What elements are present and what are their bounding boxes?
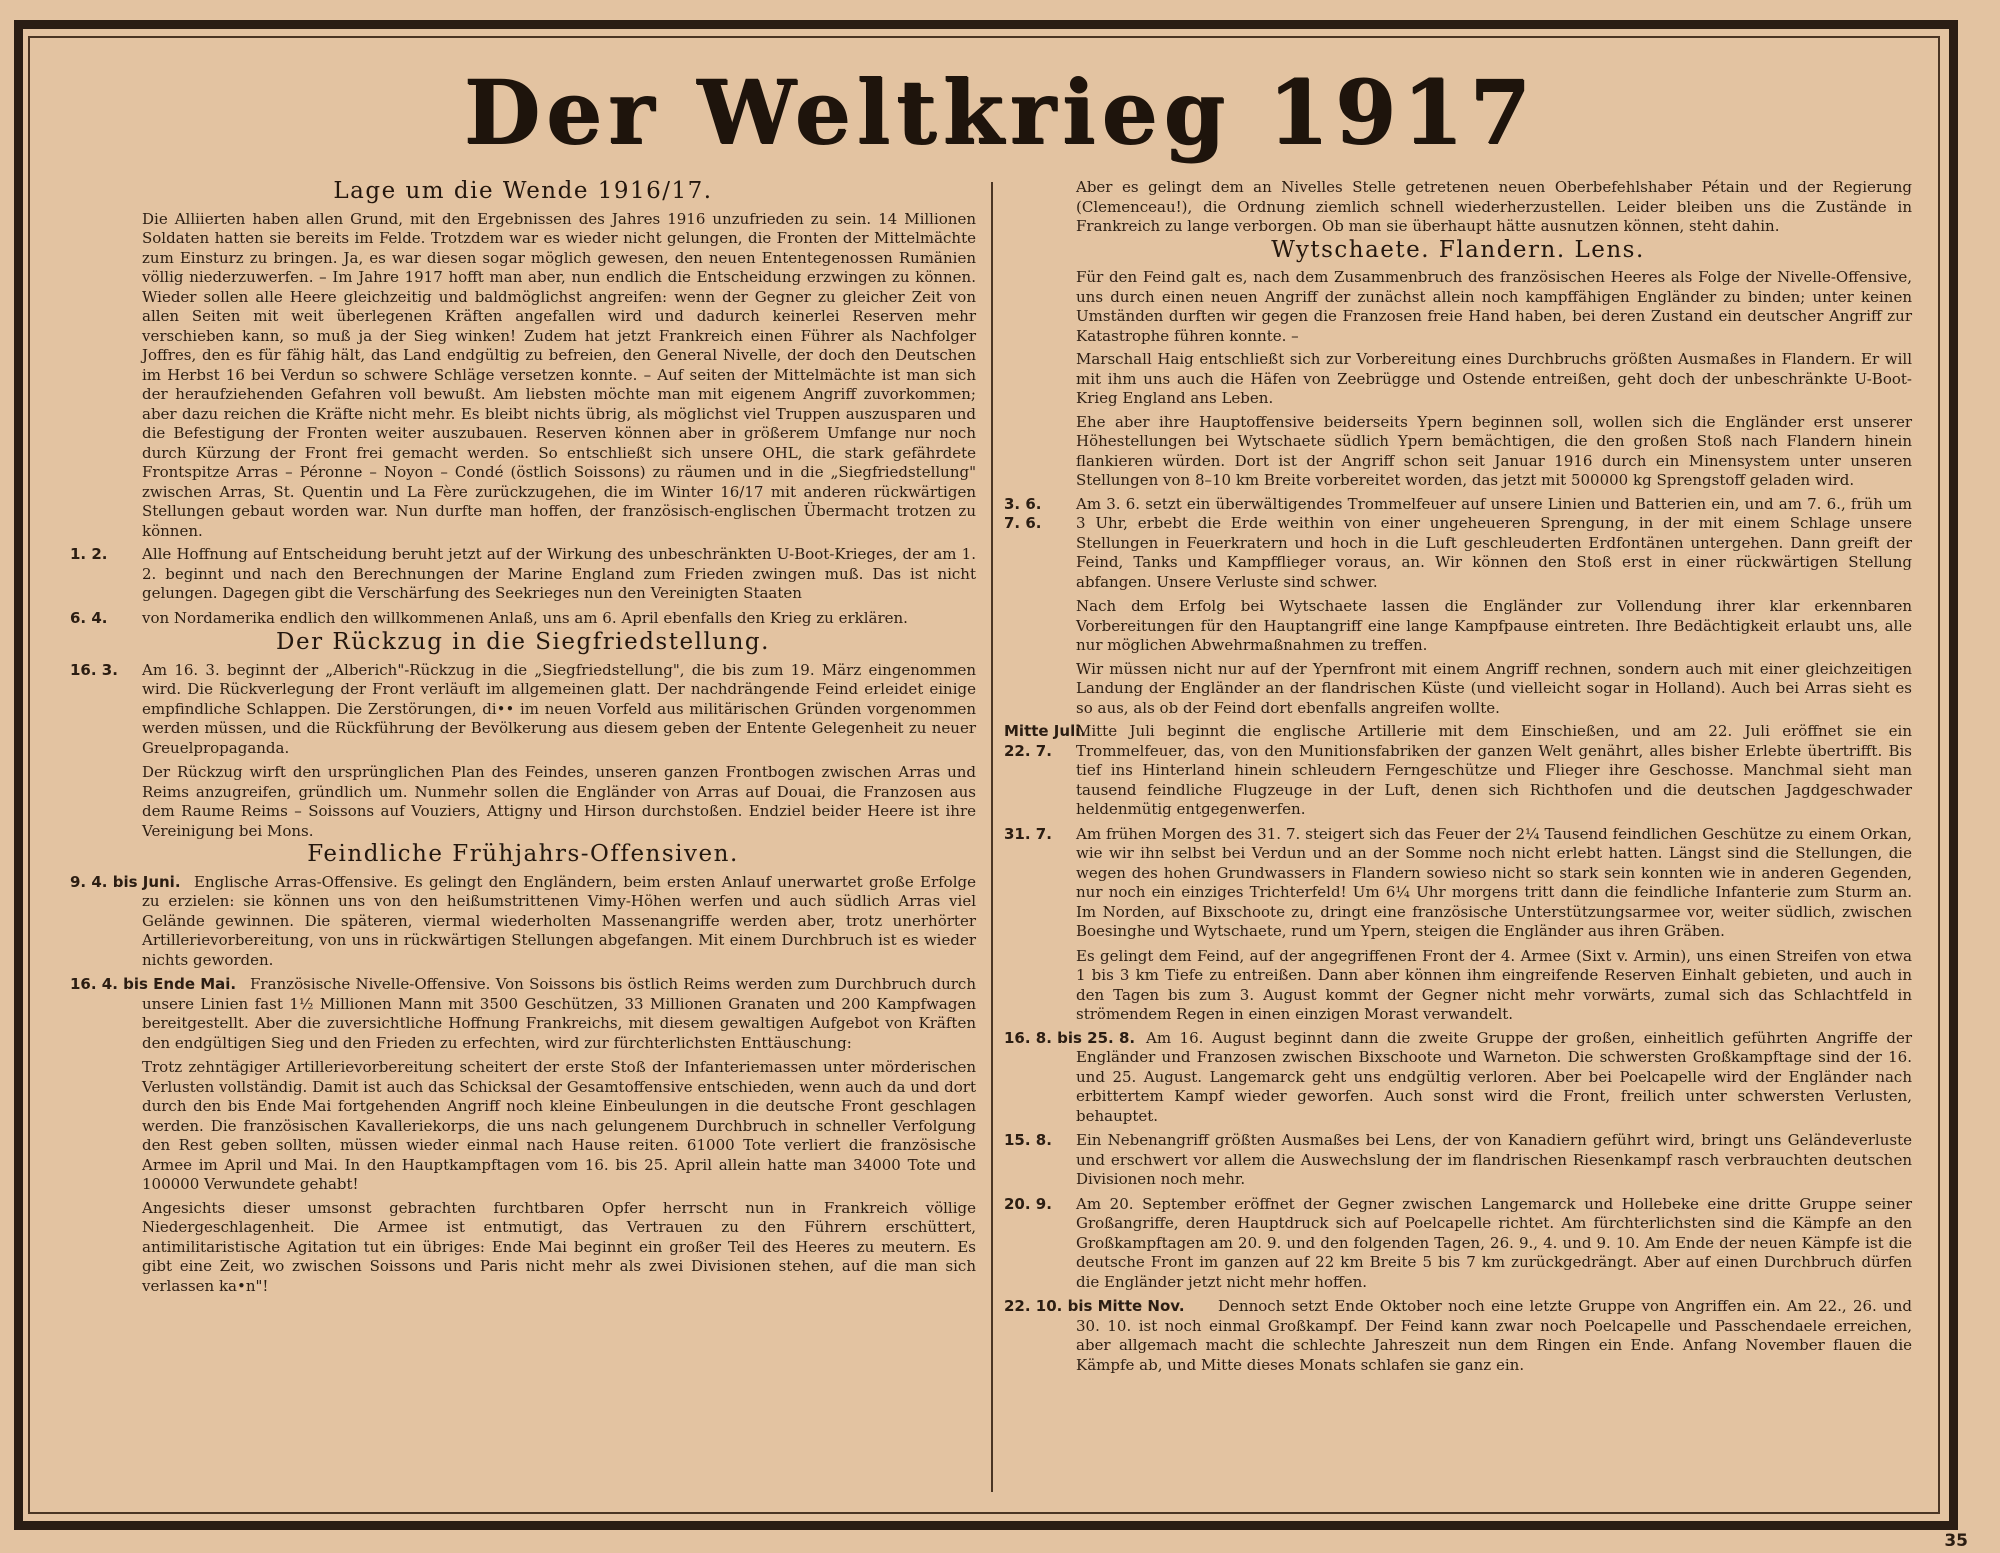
section-heading-rueckzug: Der Rückzug in die Siegfriedstellung. — [276, 629, 770, 655]
entry-date: 15. 8. — [1004, 1131, 1052, 1149]
entry-date: 16. 8. bis 25. 8. — [1004, 1028, 1136, 1047]
paragraph-flandern-6: Es gelingt dem Feind, auf der angegriffenen Front der 4. Armee (Sixt v. Armin), uns einen Streifen von etwa 1 bis 3 km Tiefe zu entreißen. Dann aber können ihm eingreifende Reserven Einhalt gebieten, und auch in den Tagen bis zum 3. August kommt der Gegner nicht mehr vorwärts, zumal sich das Schlachtfeld in strömendem Regen in einen einzigen Morast verwandelt. — [1076, 946, 1912, 1023]
entry-text: Ein Nebenangriff größten Ausmaßes bei Lens, der von Kanadiern geführt wird, bringt uns Geländeverluste und erschwert vor allem die Auswechslung der im flandrischen Riesenkampf rasch verbrauchten deutschen Divisionen noch mehr. — [1076, 1131, 1912, 1188]
page-title: Der Weltkrieg 1917 — [463, 60, 1537, 164]
entry-3-6 — [1004, 495, 1912, 593]
entry-text: Französische Nivelle-Offensive. Von Soissons bis östlich Reims werden zum Durchbruch durch unsere Linien fast 1½ Millionen Mann mit 3500 Geschützen, 33 Millionen Granaten und 200 Kampfwagen bereitgestellt. Aber die zuversichtliche Hoffnung Frankreichs, mit diesem gewaltigen Aufgebot von Kräften den endgültigen Sieg und den Frieden zu erfechten, wird zur fürchterlichsten Enttäuschung: — [142, 975, 976, 1052]
entry-text: Mitte Juli beginnt die englische Artillerie mit dem Einschießen, und am 22. Juli eröffnet sie ein Trommelfeuer, das, von den Munitionsfabriken der ganzen Welt genährt, alles bisher Erlebte übertrifft. Bis tief ins Hinterland hinein schleudern Ferngeschütze und Flieger ihre Geschosse. Manchmal sieht man tausend feindliche Flugzeuge in der Luft, denen sich Richthofen und die deutschen Jagdgeschwader heldenmütig entgegenwerfen. — [1076, 722, 1912, 818]
paragraph-rueckzug-2: Der Rückzug wirft den ursprünglichen Plan des Feindes, unseren ganzen Frontbogen zwischen Arras und Reims anzugreifen, gründlich um. Nunmehr sollen die Engländer von Arras auf Douai, die Franzosen aus dem Raume Reims – Soissons auf Vouziers, Attigny und Hirson durchstoßen. Endziel beider Heere ist ihre Vereinigung bei Mons. — [142, 763, 976, 840]
entry-text: Dennoch setzt Ende Oktober noch eine letzte Gruppe von Angriffen ein. Am 22., 26. und 30. 10. ist noch einmal Großkampf. Der Feind kann zwar noch Poelcapelle und Passchendaele erreichen, aber allgemach macht die schlechte Jahreszeit nun dem Ringen ein Ende. Anfang November flauen die Kämpfe ab, und Mitte dieses Monats schlafen sie ganz ein. — [1076, 1297, 1912, 1374]
entry-text: Am frühen Morgen des 31. 7. steigert sich das Feuer der 2¼ Tausend feindlichen Geschütze zu einem Orkan, wie wir ihn selbst bei Verdun und an der Somme noch nicht erlebt hatten. Längst sind die Stellungen, die wegen des hohen Grundwassers in Flandern sowieso nicht so stark sein konnten wie in anderen Gegenden, nur noch ein einziges Trichterfeld! Um 6¼ Uhr morgens tritt dann die feindliche Infanterie zum Sturm an. Im Norden, auf Bixschoote zu, dringt eine französische Unterstützungsarmee vor, weiter südlich, zwischen Boesinghe und Wytschaete, rund um Ypern, steigen die Engländer aus ihren Gräben. — [1076, 824, 1912, 940]
entry-1-2 — [70, 545, 976, 604]
entry-date: 1. 2. — [70, 545, 108, 563]
paragraph-petain: Aber es gelingt dem an Nivelles Stelle getretenen neuen Oberbefehlshaber Pétain und der Regierung (Clemenceau!), die Ordnung ziemlich schnell wiederherzustellen. Leider bleiben uns die Zustände in Frankreich zu lange verborgen. Ob man sie überhaupt hätte ausnutzen können, steht dahin. — [1076, 178, 1912, 235]
entry-date: 31. 7. — [1004, 824, 1052, 843]
column-divider — [991, 182, 993, 1492]
paragraph-flandern-3: Ehe aber ihre Hauptoffensive beiderseits Ypern beginnen soll, wollen sich die Engländer erst unserer Höhestellungen bei Wytschaete südlich Ypern bemächtigen, die den großen Stoß nach Flandern hinein flankieren würden. Dort ist der Angriff schon seit Januar 1916 durch ein Minensystem unter unseren Stellungen von 8–10 km Breite vorbereitet worden, das jetzt mit 500000 kg Sprengstoff geladen wird. — [1076, 412, 1912, 489]
left-column — [70, 178, 976, 1300]
paragraph-offensiven-2: Trotz zehntägiger Artillerievorbereitung scheitert der erste Stoß der Infanteriemassen unter mörderischen Verlusten vollständig. Damit ist auch das Schicksal der Gesamtoffensive entschieden, wenn auch da und dort durch den bis Ende Mai fortgehenden Angriff noch kleine Einbeulungen in die deutsche Front geschlagen werden. Die französischen Kavalleriekorps, die uns nach gelungenem Durchbruch in schneller Verfolgung den Rest geben sollten, müssen wieder einmal nach Hause reiten. 61000 Tote verliert die französische Armee im April und Mai. In den Hauptkampftagen vom 16. bis 25. April allein hatte man 34000 Tote und 100000 Verwundete gehabt! — [142, 1058, 976, 1193]
entry-31-7 — [1004, 825, 1912, 942]
entry-16-3 — [70, 661, 976, 759]
paragraph-flandern-1: Für den Feind galt es, nach dem Zusammenbruch des französischen Heeres als Folge der Nivelle-Offensive, uns durch einen neuen Angriff der zunächst allein noch kampffähigen Engländer zu binden; unter keinen Umständen durften wir gegen die Franzosen freie Hand haben, bei deren Zustand ein deutscher Angriff zur Katastrophe führen konnte. – — [1076, 268, 1912, 345]
entry-16-4-bis-ende-mai — [70, 975, 976, 1053]
paragraph-offensiven-3: Angesichts dieser umsonst gebrachten furchtbaren Opfer herrscht nun in Frankreich völlige Niedergeschlagenheit. Die Armee ist entmutigt, das Vertrauen zu den Führern erschüttert, antimilitaristische Agitation tut ein übriges: Ende Mai beginnt ein großer Teil des Heeres zu meutern. Es gibt eine Zeit, wo zwischen Soissons und Paris nicht mehr als zwei Divisionen stehen, auf die man sich verlassen ka•n"! — [142, 1198, 976, 1295]
entry-date-secondary: 22. 7. — [1004, 741, 1052, 760]
entry-text: Am 16. August beginnt dann die zweite Gruppe der großen, einheitlich geführten Angriffe der Engländer und Franzosen zwischen Bixschoote und Warneton. Die schwersten Großkampftage sind der 16. und 25. August. Langemarck geht uns endgültig verloren. Aber bei Poelcapelle wird der Engländer nach erbittertem Kampf wieder geworfen. Auch sonst wird die Front, freilich unter schwersten Verlusten, behauptet. — [1076, 1028, 1912, 1125]
paragraph-lage-intro: Die Alliierten haben allen Grund, mit den Ergebnissen des Jahres 1916 unzufrieden zu sein. 14 Millionen Soldaten hatten sie bereits im Felde. Trotzdem war es wieder nicht gelungen, die Fronten der Mittelmächte zum Einsturz zu bringen. Ja, es war diesen sogar möglich gewesen, den neuen Ententegenossen Rumänien völlig niederzuwerfen. – Im Jahre 1917 hofft man aber, nun endlich die Entscheidung erzwingen zu können. Wieder sollen alle Heere gleichzeitig und baldmöglichst angreifen: wenn der Gegner zu gleicher Zeit von allen Seiten mit weit überlegenen Kräften angefallen wird und dadurch keinerlei Reserven mehr verschieben kann, so muß ja der Sieg winken! Zudem hat jetzt Frankreich einen Führer als Nachfolger Joffres, den es für fähig hält, das Land endgültig zu befreien, den General Nivelle, der doch den Deutschen im Herbst 16 bei Verdun so schwere Schläge versetzen konnte. – Auf seiten der Mittelmächte ist man sich der heraufziehenden Gefahren voll bewußt. Am liebsten möchte man mit eigenem Angriff zuvorkommen; aber dazu reichen die Kräfte nicht mehr. Es bleibt nichts übrig, als möglichst viel Truppen auszusparen und die Befestigung der Fronten weiter auszubauen. Reserven können aber in größerem Umfange nur noch durch Kürzung der Front frei gemacht werden. So entschließt sich unsere OHL, die stark gefährdete Frontspitze Arras – Péronne – Noyon – Condé (östlich Soissons) zu räumen und in die „Siegfriedstellung" zwischen Arras, St. Quentin und La Fère zurückzugehen, die im Winter 16/17 mit anderen rückwärtigen Stellungen gebaut worden war. Nun durfte man hoffen, der französisch-englischen Übermacht trotzen zu können. — [142, 209, 976, 540]
section-heading-lage: Lage um die Wende 1916/17. — [333, 178, 713, 204]
entry-16-8-bis-25-8 — [1004, 1029, 1912, 1127]
entry-date: 6. 4. — [70, 608, 108, 627]
entry-22-10-bis-mitte-nov — [1004, 1297, 1912, 1375]
paragraph-flandern-5: Wir müssen nicht nur auf der Ypernfront mit einem Angriff rechnen, sondern auch mit einer gleichzeitigen Landung der Engländer an der flandrischen Küste (und vielleicht sogar in Holland). Auch bei Arras sieht es so aus, als ob der Feind dort ebenfalls angreifen wollte. — [1076, 659, 1912, 717]
entry-15-8 — [1004, 1131, 1912, 1190]
entry-text: von Nordamerika endlich den willkommenen Anlaß, uns am 6. April ebenfalls den Krieg zu erklären. — [142, 608, 908, 627]
section-heading-wytschaete: Wytschaete. Flandern. Lens. — [1271, 236, 1645, 263]
entry-date: 20. 9. — [1004, 1194, 1052, 1213]
paragraph-flandern-2: Marschall Haig entschließt sich zur Vorbereitung eines Durchbruchs größten Ausmaßes in Flandern. Er will mit ihm uns auch die Häfen von Zeebrügge und Ostende entreißen, geht doch der unbeschränkte U-Boot-Krieg England ans Leben. — [1076, 350, 1912, 407]
entry-date: 16. 4. bis Ende Mai. — [70, 975, 237, 993]
page-number: 35 — [1944, 1531, 1968, 1551]
entry-6-4 — [70, 609, 976, 629]
entry-date: 9. 4. bis Juni. — [70, 872, 181, 891]
section-heading-offensiven: Feindliche Frühjahrs-Offensiven. — [307, 841, 739, 867]
entry-mitte-juli — [1004, 722, 1912, 820]
entry-20-9 — [1004, 1195, 1912, 1293]
entry-text: Alle Hoffnung auf Entscheidung beruht jetzt auf der Wirkung des unbeschränkten U-Boot-Krieges, der am 1. 2. beginnt und nach den Berechnungen der Marine England zum Frieden zwingen muß. Das ist nicht gelungen. Dagegen gibt die Verschärfung des Seekrieges nun den Vereinigten Staaten — [142, 545, 976, 602]
entry-text: Englische Arras-Offensive. Es gelingt den Engländern, beim ersten Anlauf unerwartet große Erfolge zu erzielen: sie können uns von den heißumstrittenen Vimy-Höhen werfen und auch südlich Arras viel Gelände gewinnen. Die späteren, viermal wiederholten Massenangriffe werden aber, trotz unerhörter Artillerievorbereitung, von uns in rückwärtigen Stellungen abgefangen. Mit einem Durchbruch ist es wieder nichts geworden. — [142, 872, 976, 969]
entry-text: Am 16. 3. beginnt der „Alberich"-Rückzug in die „Siegfriedstellung", die bis zum 19. März eingenommen wird. Die Rückverlegung der Front verläuft im allgemeinen glatt. Der nachdrängende Feind erleidet einige empfindliche Schlappen. Die Zerstörungen, di•• im neuen Vorfeld aus militärischen Gründen vorgenommen werden müssen, und die Rückführung der Bevölkerung aus diesem geben der Entente Gelegenheit zu neuer Greuelpropaganda. — [142, 660, 976, 757]
entry-text: Am 20. September eröffnet der Gegner zwischen Langemarck und Hollebeke eine dritte Gruppe seiner Großangriffe, deren Hauptdruck sich auf Poelcapelle richtet. Am fürchterlichsten sind die Kämpfe an den Großkampftagen am 20. 9. und den folgenden Tagen, 26. 9., 4. und 9. 10. Am Ende der neuen Kämpfe ist die deutsche Front im ganzen auf 22 km Breite 5 bis 7 km zurückgedrängt. Aber auf einen Durchbruch dürfen die Engländer jetzt nicht mehr hoffen. — [1076, 1194, 1912, 1291]
entry-date: 22. 10. bis Mitte Nov. — [1004, 1297, 1185, 1315]
entry-date: Mitte Juli. — [1004, 722, 1087, 740]
entry-date: 16. 3. — [70, 660, 118, 679]
paragraph-flandern-4: Nach dem Erfolg bei Wytschaete lassen die Engländer zur Vollendung ihrer klar erkennbaren Vorbereitungen für den Hauptangriff eine lange Kampfpause eintreten. Ihre Bedächtigkeit erlaubt uns, alle nur möglichen Abwehrmaßnahmen zu treffen. — [1076, 597, 1912, 654]
entry-text: Am 3. 6. setzt ein überwältigendes Trommelfeuer auf unsere Linien und Batterien ein, und am 7. 6., früh um 3 Uhr, erbebt die Erde weithin von einer ungeheueren Sprengung, in der mit einem Schlage unsere Stellungen in Feuerkratern und hoch in die Luft geschleuderten Erdfontänen untergehen. Dann greift der Feind, Tanks und Kampfflieger voraus, an. Wir können den Stoß erst in einer rückwärtigen Stellung abfangen. Unsere Verluste sind schwer. — [1076, 494, 1912, 591]
right-column — [1004, 178, 1912, 1380]
entry-date-secondary: 7. 6. — [1004, 514, 1042, 532]
entry-9-4-bis-juni — [70, 873, 976, 971]
entry-date: 3. 6. — [1004, 494, 1042, 513]
